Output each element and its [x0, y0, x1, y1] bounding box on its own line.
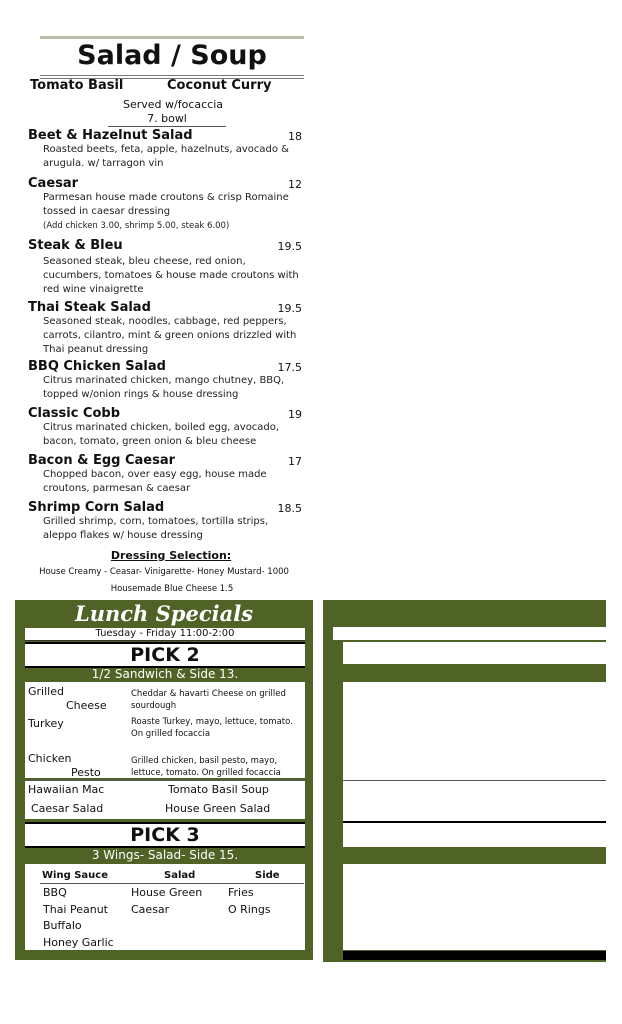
- item-price: 18.5: [277, 502, 302, 515]
- item-desc: Roasted beets, feta, apple, hazelnuts, avocado &: [43, 144, 289, 155]
- right-box: [343, 781, 606, 823]
- item-name: Beet & Hazelnut Salad: [28, 128, 193, 143]
- wing-option: BBQ: [43, 886, 67, 899]
- salad-option: House Green: [131, 886, 203, 899]
- item-name: Bacon & Egg Caesar: [28, 453, 176, 468]
- menu-item: [28, 500, 302, 543]
- hours-bar: [25, 628, 305, 641]
- item-price: 19.5: [277, 302, 302, 315]
- item-desc: tossed in caesar dressing: [43, 206, 171, 217]
- item-desc: Chopped bacon, over easy egg, house made: [43, 469, 267, 480]
- right-box: [343, 682, 606, 781]
- item-desc: aleppo flakes w/ house dressing: [43, 530, 203, 541]
- wing-sauce-header: Wing Sauce: [42, 870, 108, 881]
- item-price: 17.5: [277, 361, 302, 374]
- side-option: Hawaiian Mac: [28, 783, 105, 796]
- menu-item: [28, 359, 302, 402]
- item-desc: Grilled shrimp, corn, tomatoes, tortilla strips,: [43, 516, 269, 527]
- right-bottom-bar: [343, 951, 606, 960]
- soup-price: 7. bowl: [108, 112, 226, 127]
- item-name: Thai Steak Salad: [28, 300, 151, 315]
- lunch-title: Lunch Specials: [74, 601, 254, 626]
- sandwich-name: Pesto: [71, 766, 101, 779]
- soup-names: [30, 78, 290, 93]
- pick3-band: 3 Wings- Salad- Side 15.: [91, 848, 239, 862]
- sandwich-name: Grilled: [28, 685, 64, 698]
- right-box: [343, 823, 606, 847]
- item-desc: croutons, parmesan & caesar: [43, 483, 191, 494]
- item-desc: cucumbers, tomatoes & house made croutons with: [43, 270, 299, 281]
- page-title: Salad / Soup: [40, 36, 304, 76]
- side-option: Caesar Salad: [31, 802, 104, 815]
- item-name: Steak & Bleu: [28, 238, 123, 253]
- header-rule: [40, 883, 304, 884]
- menu-item: [28, 300, 302, 357]
- item-name: BBQ Chicken Salad: [28, 359, 166, 374]
- item-price: 12: [288, 178, 302, 191]
- sandwich-name: Chicken: [28, 752, 72, 765]
- item-desc: topped w/onion rings & house dressing: [43, 389, 239, 400]
- soup-name: Coconut Curry: [167, 78, 272, 93]
- salad-header: Salad: [164, 870, 196, 881]
- item-desc: red wine vinaigrette: [43, 284, 144, 295]
- item-desc: Seasoned steak, noodles, cabbage, red peppers,: [43, 316, 287, 327]
- salad-option: Caesar: [131, 903, 170, 916]
- side-opt: O Rings: [228, 903, 271, 916]
- side-opt: Fries: [228, 886, 254, 899]
- item-desc: Thai peanut dressing: [43, 344, 149, 355]
- wing-option: Buffalo: [43, 919, 82, 932]
- item-desc: carrots, cilantro, mint & green onions drizzled with: [43, 330, 297, 341]
- item-name: Shrimp Corn Salad: [28, 500, 165, 515]
- menu-item: [28, 128, 302, 171]
- sandwich-desc: Cheddar & havarti Cheese on grilled: [131, 689, 286, 699]
- menu-item: [28, 453, 302, 496]
- side-option: Tomato Basil Soup: [168, 783, 269, 796]
- sandwich-name: Cheese: [66, 699, 107, 712]
- dressing-list: House Creamy - Ceasar- Vinigarette- Honey Mustard- 1000: [39, 567, 289, 577]
- item-desc: Seasoned steak, bleu cheese, red onion,: [43, 256, 246, 267]
- dressing-title: Dressing Selection:: [110, 549, 232, 562]
- item-price: 19.5: [277, 240, 302, 253]
- side-header: Side: [255, 870, 280, 881]
- right-box: [333, 627, 606, 640]
- menu-item: [28, 406, 302, 449]
- item-desc: arugula. w/ tarragon vin: [43, 158, 164, 169]
- sandwich-desc: sourdough: [131, 701, 177, 711]
- item-name: Caesar: [28, 176, 79, 191]
- item-desc: Parmesan house made croutons & crisp Romaine: [43, 192, 289, 203]
- pick2-band: 1/2 Sandwich & Side 13.: [91, 667, 239, 681]
- item-price: 17: [288, 455, 302, 468]
- side-option: House Green Salad: [165, 802, 271, 815]
- sandwich-name: Turkey: [28, 717, 64, 730]
- item-price: 18: [288, 130, 302, 143]
- wing-option: Thai Peanut: [43, 903, 108, 916]
- soup-name: Tomato Basil: [30, 78, 124, 93]
- wing-option: Honey Garlic: [43, 936, 114, 949]
- dressing-extra: Housemade Blue Cheese 1.5: [110, 584, 234, 594]
- menu-item: [28, 238, 302, 297]
- menu-item: [28, 176, 302, 233]
- item-desc: Citrus marinated chicken, boiled egg, avocado,: [43, 422, 280, 433]
- item-note: (Add chicken 3.00, shrimp 5.00, steak 6.00): [43, 221, 230, 231]
- pick2-header: PICK 2: [25, 642, 305, 668]
- sandwich-desc: Grilled chicken, basil pesto, mayo,: [131, 756, 278, 766]
- item-price: 19: [288, 408, 302, 421]
- item-desc: bacon, tomato, green onion & bleu cheese: [43, 436, 257, 447]
- sandwich-desc: On grilled focaccia: [131, 729, 211, 739]
- sandwich-desc: Roaste Turkey, mayo, lettuce, tomato.: [131, 717, 293, 727]
- right-box: [343, 864, 606, 950]
- item-name: Classic Cobb: [28, 406, 121, 421]
- sandwich-desc: lettuce, tomato. On grilled focaccia: [131, 768, 281, 778]
- item-desc: Citrus marinated chicken, mango chutney, BBQ,: [43, 375, 285, 386]
- right-box: [343, 642, 606, 664]
- pick3-header: PICK 3: [25, 822, 305, 848]
- lunch-hours: Tuesday - Friday 11:00-2:00: [95, 628, 235, 639]
- soup-served: Served w/focaccia: [122, 98, 223, 111]
